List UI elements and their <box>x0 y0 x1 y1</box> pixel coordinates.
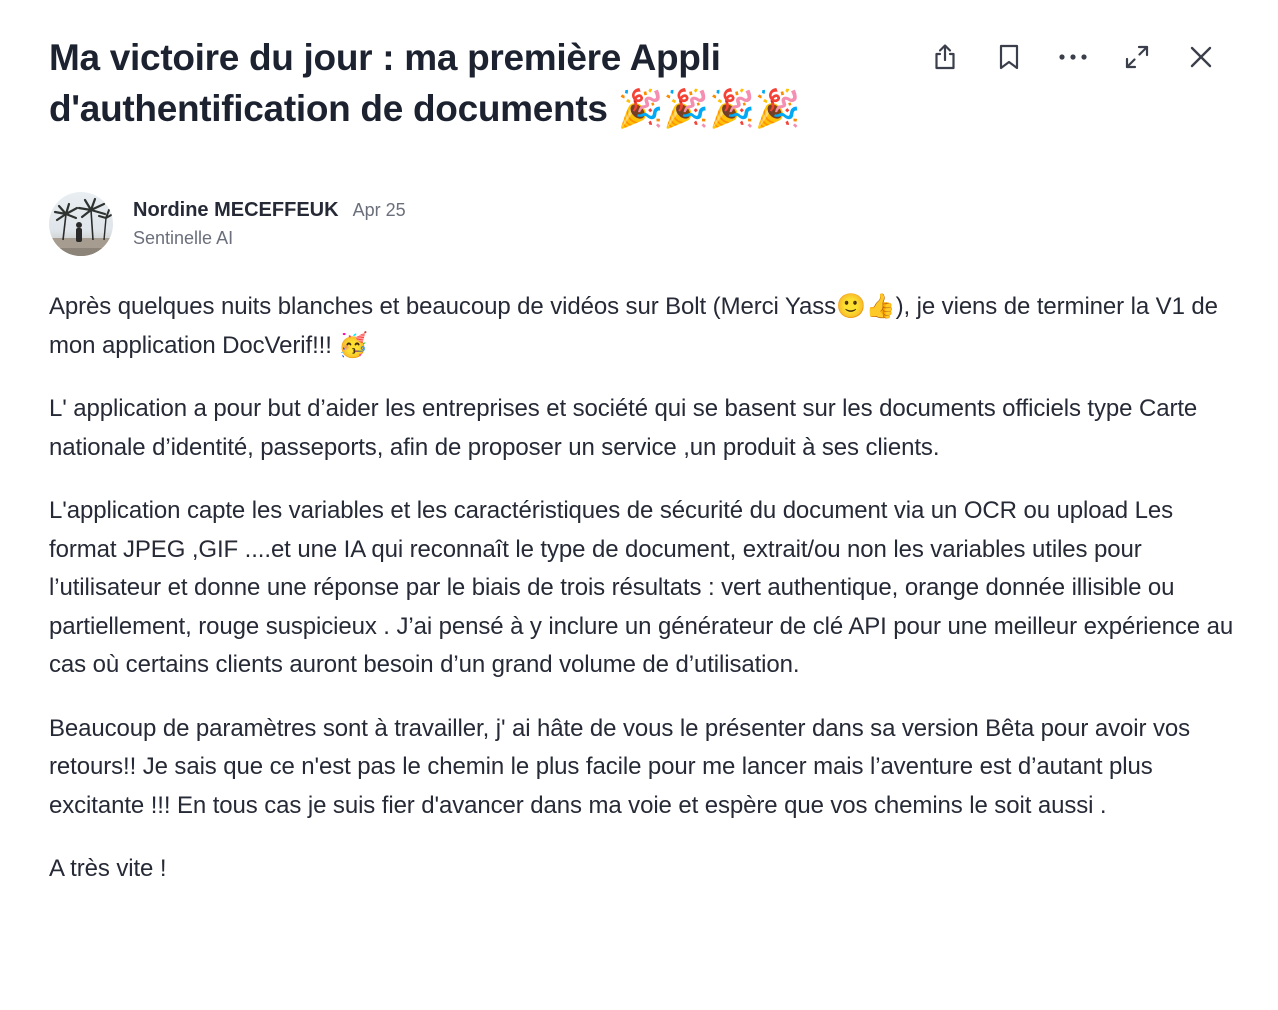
post-date: Apr 25 <box>352 200 406 220</box>
author-avatar[interactable] <box>49 192 113 256</box>
expand-button[interactable] <box>1112 36 1162 78</box>
author-row <box>133 199 406 222</box>
bookmark-button[interactable] <box>984 36 1034 78</box>
post-paragraph: Beaucoup de paramètres sont à travailler, j' ai hâte de vous le présenter dans sa version Bêta pour avoir vos retours!! Je sais que ce n'est pas le chemin le plus facile pour me lancer mais l’aventure est d’autant plus excitante !!! En tous cas je suis fier d'avancer dans ma voie et espère que vos chemins le soit aussi . <box>49 714 1191 819</box>
post-toolbar <box>920 36 1226 78</box>
close-icon <box>1189 45 1213 69</box>
post-paragraph: Après quelques nuits blanches et beaucoup de vidéos sur Bolt (Merci Yass🙂👍), je viens de terminer la V1 de mon application DocVerif!!! 🥳 <box>49 293 1218 359</box>
post-paragraph: A très vite ! <box>49 855 167 882</box>
share-button[interactable] <box>920 36 970 78</box>
more-icon <box>1058 53 1088 61</box>
post-paragraph: L'application capte les variables et les caractéristiques de sécurité du document via un OCR ou upload Les format JPEG ,GIF ....et une IA qui reconnaît le type de document, extrait/ou non les variables utiles pour l’utilisateur et donne une réponse par le biais de trois résultats : vert authentique, orange donnée illisible ou partiellement, rouge suspicieux . J’ai pensé à y inclure un générateur de clé API pour une meilleur expérience au cas où certains clients auront besoin d’un grand volume de d’utilisation. <box>49 497 1234 678</box>
avatar-photo-icon <box>49 192 113 256</box>
author-organization: Sentinelle AI <box>133 228 234 248</box>
share-icon <box>932 43 958 71</box>
author-block <box>49 192 406 256</box>
post-title: Ma victoire du jour : ma première Appli d'authentification de documents 🎉🎉🎉🎉 <box>49 37 801 129</box>
bookmark-icon <box>997 43 1021 71</box>
post-body <box>49 288 1234 914</box>
author-name[interactable]: Nordine MECEFFEUK <box>133 199 339 221</box>
more-options-button[interactable] <box>1048 36 1098 78</box>
post-paragraph: L' application a pour but d’aider les entreprises et société qui se basent sur les documents officiels type Carte nationale d’identité, passeports, afin de proposer un service ,un produit à ses clients. <box>49 395 1198 461</box>
author-meta <box>133 199 406 249</box>
expand-icon <box>1123 43 1151 71</box>
close-button[interactable] <box>1176 36 1226 78</box>
